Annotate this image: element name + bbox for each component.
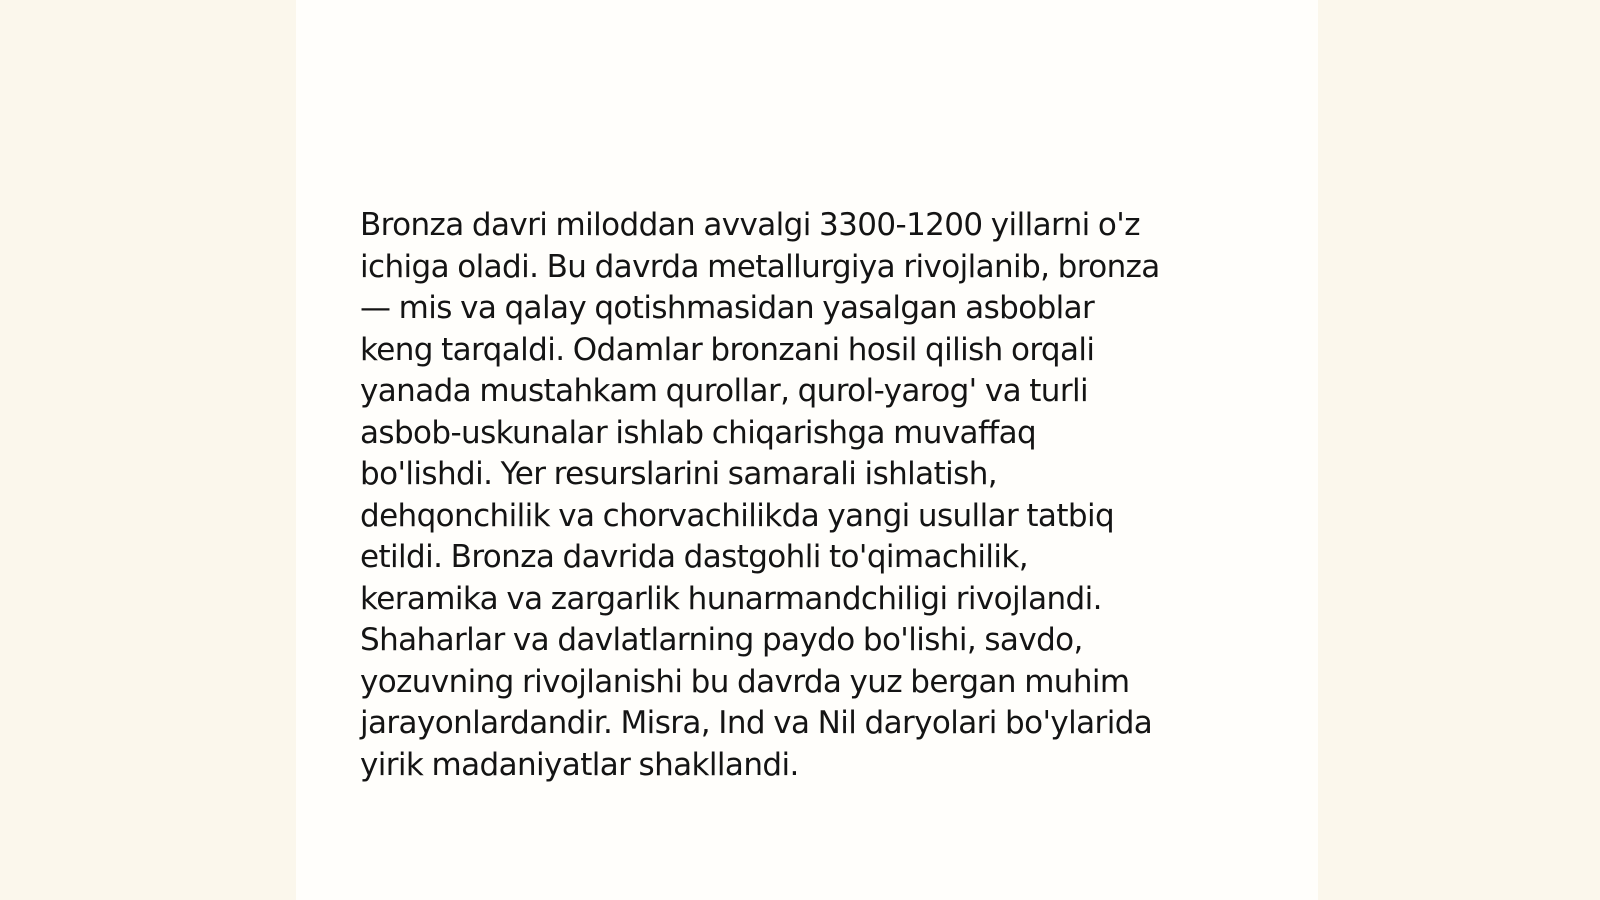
document-page xyxy=(296,0,1318,900)
body-paragraph xyxy=(360,205,1260,786)
paragraph-line: yirik madaniyatlar shakllandi. xyxy=(360,746,799,783)
paragraph-line: dehqonchilik va chorvachilikda yangi usullar tatbiq xyxy=(360,497,1115,534)
paragraph-line: jarayonlardandir. Misra, Ind va Nil daryolari bo'ylarida xyxy=(360,705,1153,741)
paragraph-line: keramika va zargarlik hunarmandchiligi rivojlandi. xyxy=(360,580,1102,617)
paragraph-line: ichiga oladi. Bu davrda metallurgiya rivojlanib, bronza xyxy=(360,248,1160,285)
paragraph-line: Bronza davri miloddan avvalgi 3300-1200 yillarni o'z xyxy=(360,207,1140,243)
paragraph-line: yanada mustahkam qurollar, qurol-yarog' va turli xyxy=(360,373,1089,409)
paragraph-line: etildi. Bronza davrida dastgohli to'qimachilik, xyxy=(360,539,1029,575)
paragraph-line: — mis va qalay qotishmasidan yasalgan asboblar xyxy=(360,290,1095,326)
paragraph-line: yozuvning rivojlanishi bu davrda yuz bergan muhim xyxy=(360,663,1130,700)
paragraph-line: Shaharlar va davlatlarning paydo bo'lishi, savdo, xyxy=(360,622,1083,658)
paragraph-line: asbob-uskunalar ishlab chiqarishga muvaffaq xyxy=(360,414,1037,451)
paragraph-line: bo'lishdi. Yer resurslarini samarali ishlatish, xyxy=(360,456,997,492)
paragraph-line: keng tarqaldi. Odamlar bronzani hosil qilish orqali xyxy=(360,331,1095,368)
